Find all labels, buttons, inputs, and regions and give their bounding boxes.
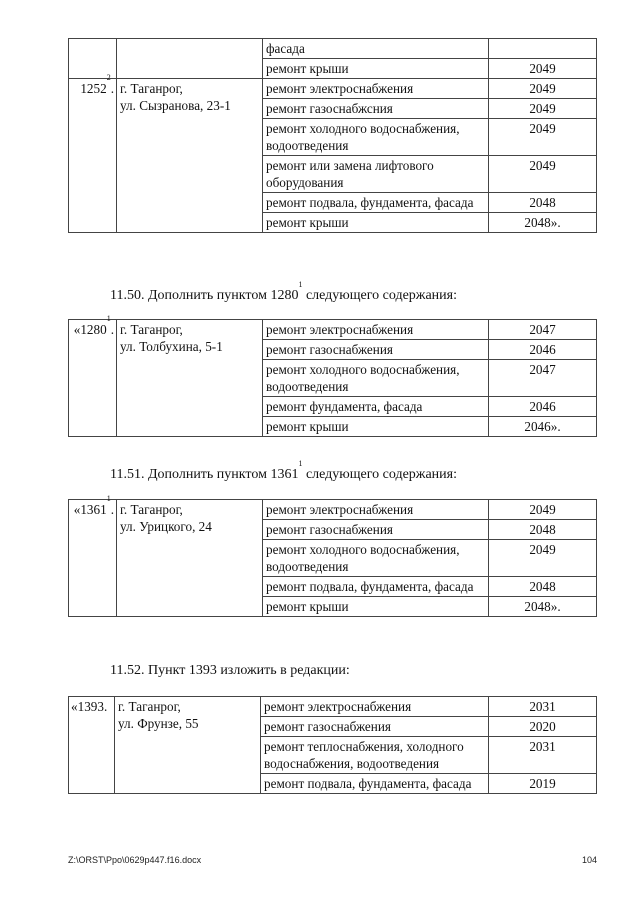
year-cell — [489, 39, 597, 59]
year-cell: 2049 — [489, 540, 597, 577]
year-cell: 2046». — [489, 417, 597, 437]
work-cell: ремонт холодного водоснабжения, водоотведения — [263, 119, 489, 156]
work-cell: ремонт теплоснабжения, холодного водоснабжения, водоотведения — [261, 737, 489, 774]
work-cell: ремонт подвала, фундамента, фасада — [263, 193, 489, 213]
year-cell: 2049 — [489, 119, 597, 156]
schedule-table-1 — [68, 38, 597, 233]
year-cell: 2048 — [489, 520, 597, 540]
work-cell: ремонт крыши — [263, 59, 489, 79]
page-number: 104 — [581, 855, 597, 865]
document-path: Z:\ORST\Ppo\0629p447.f16.docx — [68, 855, 202, 865]
work-cell: ремонт крыши — [263, 213, 489, 233]
work-cell: ремонт холодного водоснабжения, водоотведения — [263, 360, 489, 397]
year-cell: 2047 — [489, 320, 597, 340]
year-cell: 2049 — [489, 79, 597, 99]
year-cell: 2048». — [489, 597, 597, 617]
item-number: «1361$^1$. — [69, 500, 117, 617]
work-cell: ремонт фундамента, фасада — [263, 397, 489, 417]
schedule-table-2 — [68, 314, 597, 437]
paragraph-11-51: 11.51. Дополнить пунктом 1361$^1$ следующего содержания: — [110, 459, 457, 482]
year-cell: 2046 — [489, 340, 597, 360]
year-cell: 2048 — [489, 193, 597, 213]
address-cell: г. Таганрог, ул. Фрунзе, 55 — [115, 697, 261, 794]
item-number: «1393. — [69, 697, 115, 794]
work-cell: ремонт газоснабжения — [263, 340, 489, 360]
year-cell: 2031 — [489, 697, 597, 717]
year-cell: 2049 — [489, 59, 597, 79]
work-cell: ремонт подвала, фундамента, фасада — [263, 577, 489, 597]
year-cell: 2049 — [489, 156, 597, 193]
work-cell: ремонт газоснабжсния — [263, 99, 489, 119]
year-cell: 2048». — [489, 213, 597, 233]
table-row — [69, 39, 597, 59]
item-number: 1252$^2$. — [69, 79, 117, 233]
year-cell: 2019 — [489, 774, 597, 794]
year-cell: 2020 — [489, 717, 597, 737]
work-cell: ремонт электроснабжения — [261, 697, 489, 717]
work-cell: ремонт крыши — [263, 417, 489, 437]
work-cell: ремонт электроснабжения — [263, 320, 489, 340]
paragraph-11-50: 11.50. Дополнить пунктом 1280$^1$ следующего содержания: — [110, 280, 457, 303]
year-cell: 2046 — [489, 397, 597, 417]
work-cell: ремонт подвала, фундамента, фасада — [261, 774, 489, 794]
work-cell: ремонт газоснабжения — [261, 717, 489, 737]
work-cell: ремонт крыши — [263, 597, 489, 617]
work-cell: ремонт холодного водоснабжения, водоотведения — [263, 540, 489, 577]
table-row — [69, 79, 597, 99]
year-cell: 2031 — [489, 737, 597, 774]
work-cell: ремонт газоснабжения — [263, 520, 489, 540]
table-row — [69, 320, 597, 340]
work-cell: ремонт электроснабжения — [263, 500, 489, 520]
paragraph-11-52: 11.52. Пункт 1393 изложить в редакции: — [110, 663, 350, 678]
table-row — [69, 697, 597, 717]
address-cell: г. Таганрог, ул. Толбухина, 5-1 — [117, 320, 263, 437]
address-cell: г. Таганрог, ул. Урицкого, 24 — [117, 500, 263, 617]
schedule-table-4 — [68, 696, 597, 794]
year-cell: 2048 — [489, 577, 597, 597]
table-row — [69, 500, 597, 520]
year-cell: 2047 — [489, 360, 597, 397]
work-cell: ремонт или замена лифтового оборудования — [263, 156, 489, 193]
address-cell: г. Таганрог, ул. Сызранова, 23-1 — [117, 79, 263, 233]
work-cell: фасада — [263, 39, 489, 59]
year-cell: 2049 — [489, 99, 597, 119]
address-cell — [117, 39, 263, 79]
year-cell: 2049 — [489, 500, 597, 520]
work-cell: ремонт электроснабжения — [263, 79, 489, 99]
item-number: «1280$^1$. — [69, 320, 117, 437]
schedule-table-3 — [68, 494, 597, 617]
